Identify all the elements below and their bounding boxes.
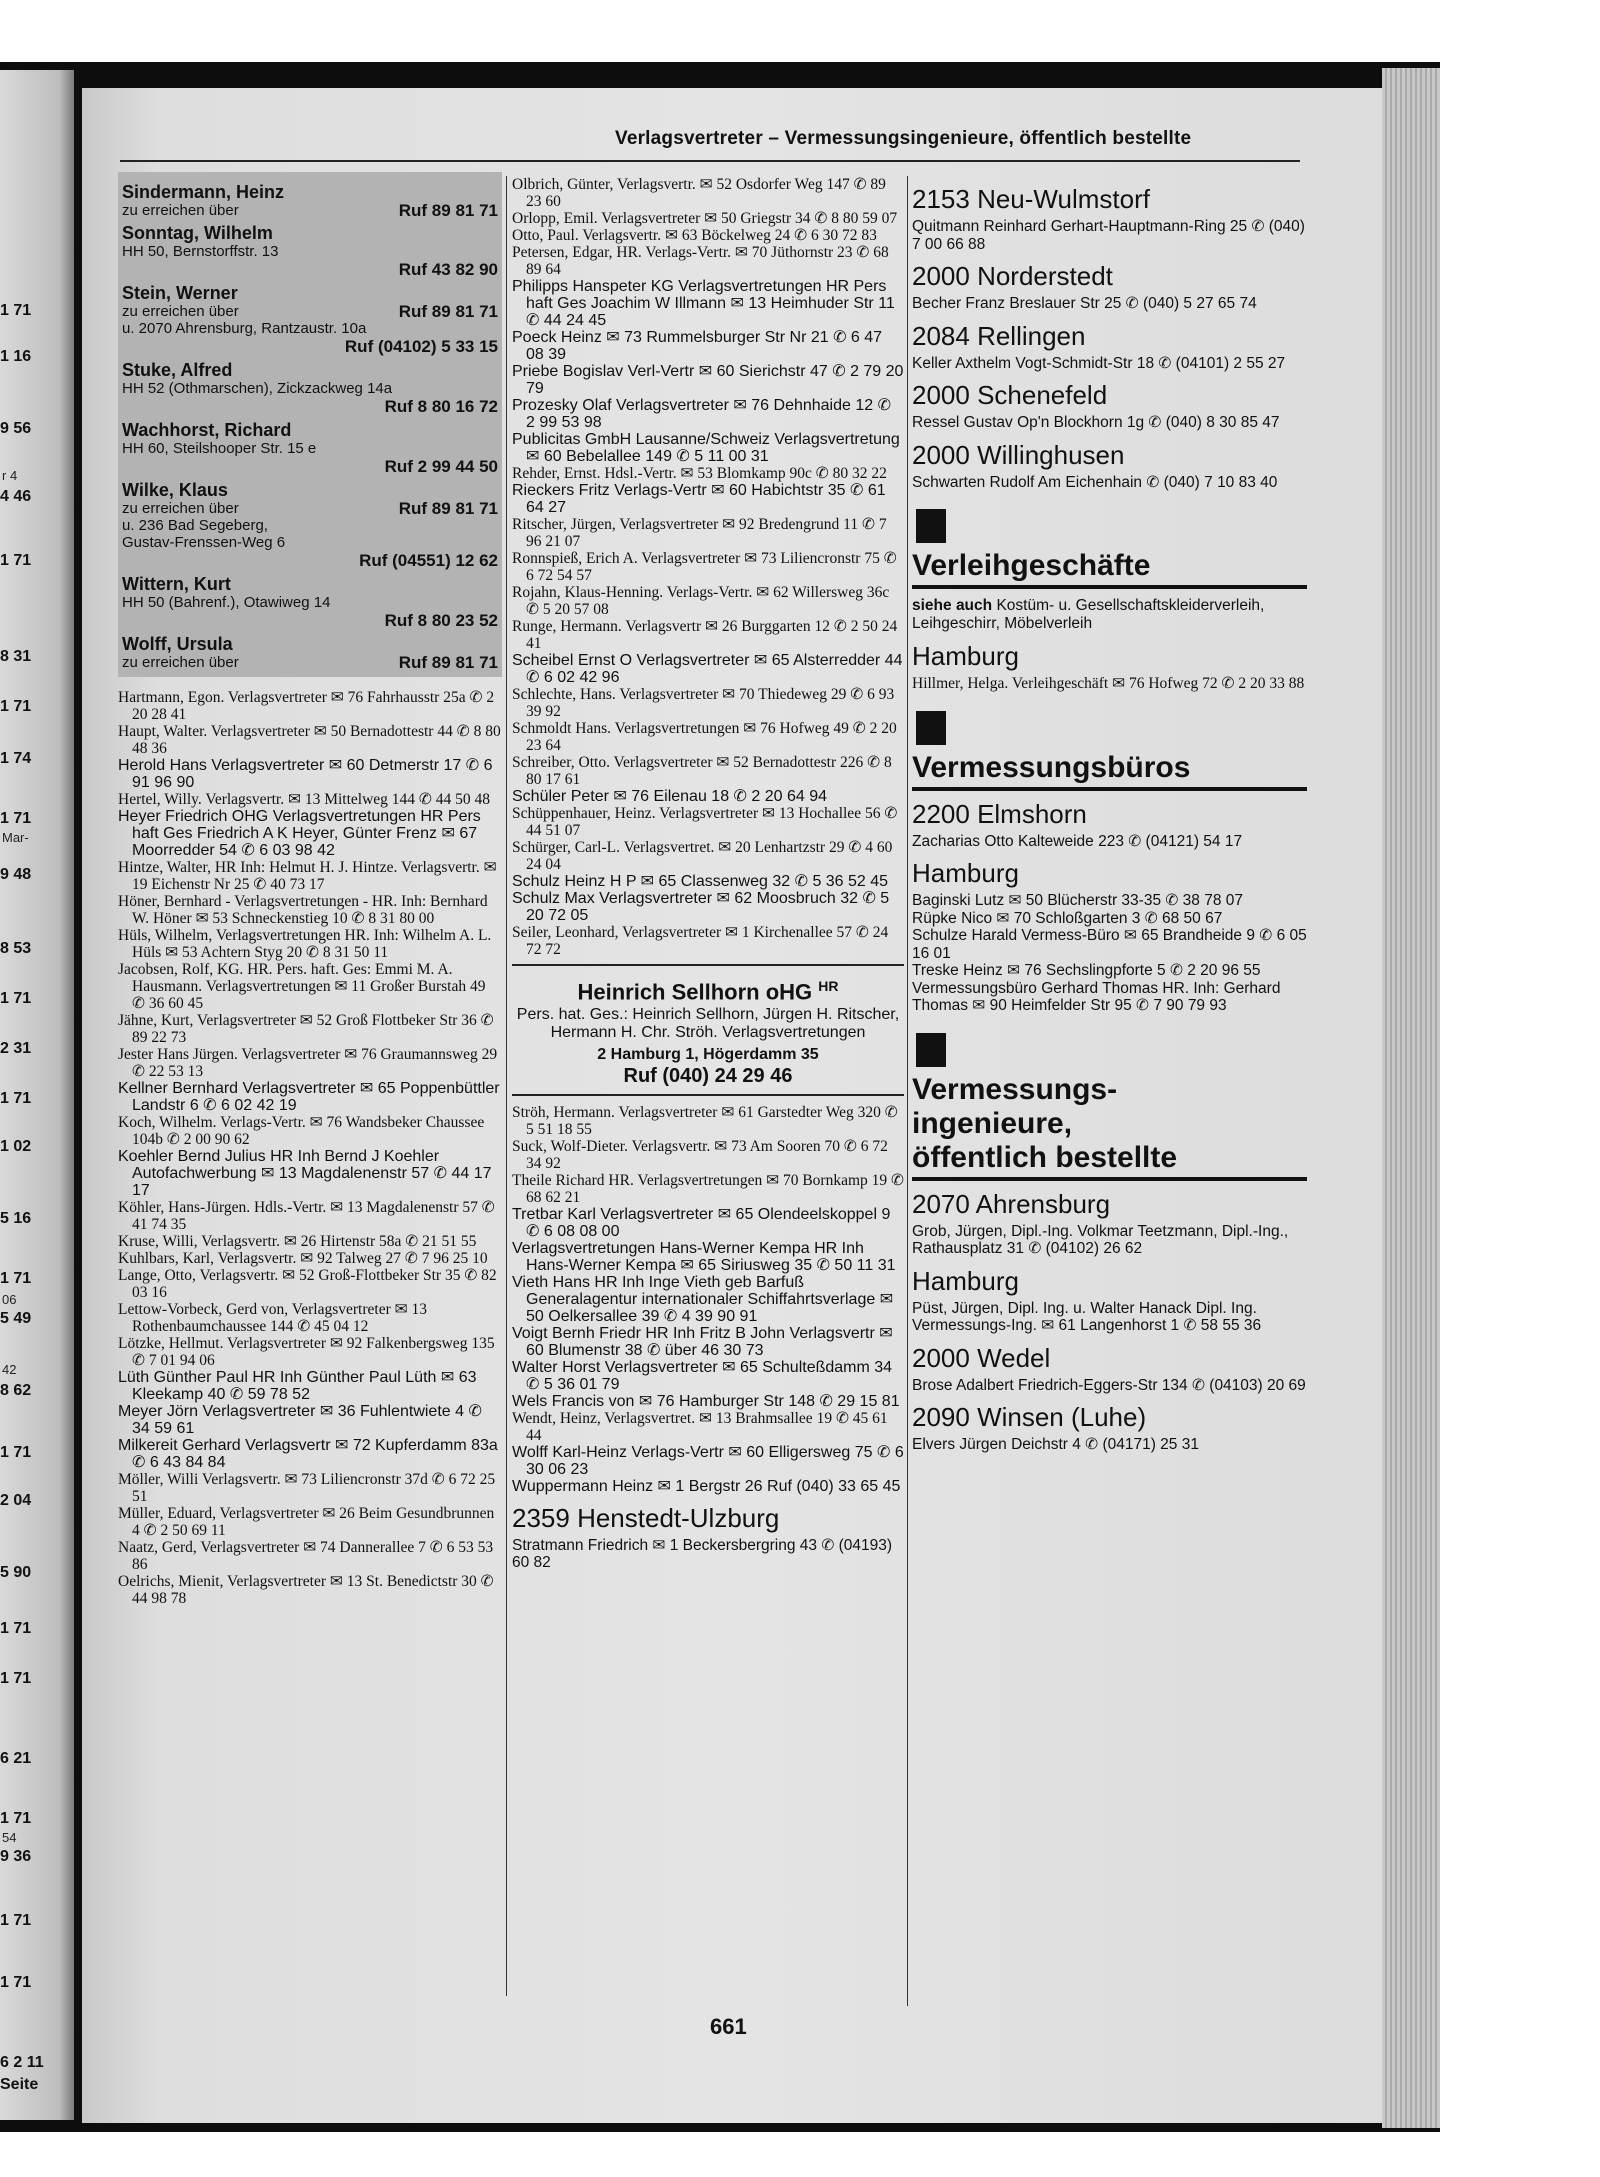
listing-entry: Tretbar Karl Verlagsvertreter ✉ 65 Olendeelskoppel 9 ✆ 6 08 08 00 [512, 1205, 891, 1240]
column-1 [118, 172, 502, 1607]
listing-entry: Müller, Eduard, Verlagsvertreter ✉ 26 Beim Gesundbrunnen 4 ✆ 2 50 69 11 [118, 1505, 495, 1539]
column-2 [512, 176, 904, 1572]
listing-entry: Vermessungsbüro Gerhard Thomas HR. Inh: Gerhard Thomas ✉ 90 Heimfelder Str 95 ✆ 7 90 79 93 [912, 979, 1281, 1014]
city-heading: 2000 Wedel [912, 1342, 1051, 1373]
listing-line [122, 500, 498, 517]
listing-entry: Schlechte, Hans. Verlagsvertreter ✉ 70 Thiedeweg 29 ✆ 6 93 39 92 [512, 686, 895, 720]
listing-entry: Hintze, Walter, HR Inh: Helmut H. J. Hintze. Verlagsvertr. ✉ 19 Eichenstr Nr 25 ✆ 40 73 17 [118, 859, 497, 893]
margin-fragment: 2 31 [0, 1040, 32, 1057]
margin-fragment: 42 [2, 1362, 17, 1377]
listing-name: Wachhorst, Richard [122, 420, 292, 440]
listing-entry: Schmoldt Hans. Verlagsvertretungen ✉ 76 Hofweg 49 ✆ 2 20 23 64 [512, 720, 897, 754]
listing-entries [512, 1104, 904, 1495]
section-heading [912, 1073, 1307, 1181]
listing-entry: Stratmann Friedrich ✉ 1 Beckersbergring 43 ✆ (04193) 60 82 [512, 1536, 893, 1572]
listing-entry: Quitmann Reinhard Gerhart-Hauptmann-Ring 25 ✆ (040) 7 00 66 88 [912, 218, 1305, 253]
listing-text: zu erreichen über [122, 654, 239, 671]
listing-entry: Becher Franz Breslauer Str 25 ✆ (040) 5 27 65 74 [912, 295, 1257, 312]
city-heading: Hamburg [912, 858, 1019, 888]
listing-entry: Rieckers Fritz Verlags-Vertr ✉ 60 Habichtstr 35 ✆ 61 64 27 [512, 482, 886, 516]
listing-entry: Verlagsvertretungen Hans-Werner Kempa HR Inh Hans-Werner Kempa ✉ 65 Siriusweg 35 ✆ 50 11 31 [512, 1239, 896, 1274]
city-blocks [912, 799, 1307, 1015]
margin-fragment: 1 71 [0, 1974, 32, 1991]
advert-title: Heinrich Sellhorn oHG $^{HR}$ [577, 978, 839, 1005]
listing-entry: Poeck Heinz ✉ 73 Rummelsburger Str Nr 21 ✆ 6 47 08 39 [512, 329, 883, 363]
phone-number: Ruf (04551) 12 62 [359, 551, 498, 570]
listing-entry: Rojahn, Klaus-Henning. Verlags-Vertr. ✉ 62 Willersweg 36c ✆ 5 20 57 08 [512, 584, 890, 618]
listing-entry: Schulze Harald Vermess-Büro ✉ 65 Brandheide 9 ✆ 6 05 16 01 [912, 927, 1307, 962]
column-3 [912, 176, 1307, 1454]
listing-entry: Walter Horst Verlagsvertreter ✉ 65 Schulteßdamm 34 ✆ 5 36 01 79 [512, 1358, 893, 1393]
listing-entry: Naatz, Gerd, Verlagsvertreter ✉ 74 Dannerallee 7 ✆ 6 53 53 86 [118, 1539, 494, 1573]
margin-fragment: 8 31 [0, 648, 32, 665]
section-marker [916, 1033, 946, 1067]
listing-entry: Publicitas GmbH Lausanne/Schweiz Verlagsvertretung ✉ 60 Bebelallee 149 ✆ 5 11 00 31 [512, 431, 900, 465]
listing-text: zu erreichen über [122, 303, 239, 320]
listing-entry: Seiler, Leonhard, Verlagsvertreter ✉ 1 Kirchenallee 57 ✆ 24 72 72 [512, 924, 889, 958]
listing-entries [118, 689, 502, 1607]
city-heading: 2200 Elmshorn [912, 798, 1087, 829]
margin-fragment: 1 16 [0, 348, 32, 365]
listing-line [122, 534, 498, 551]
listing-text: Gustav-Frenssen-Weg 6 [122, 534, 286, 551]
listing-entry: Wolff Karl-Heinz Verlags-Vertr ✉ 60 Elligersweg 75 ✆ 6 30 06 23 [512, 1443, 904, 1478]
listing-text: HH 52 (Othmarschen), Zickzackweg 14a [122, 380, 393, 397]
margin-fragment: 1 02 [0, 1138, 32, 1155]
margin-fragment: 5 16 [0, 1210, 32, 1227]
city-heading: 2070 Ahrensburg [912, 1188, 1111, 1219]
listing-entry: Oelrichs, Mienit, Verlagsvertreter ✉ 13 St. Benedictstr 30 ✆ 44 98 78 [118, 1573, 494, 1607]
margin-fragment: 1 71 [0, 1810, 32, 1827]
listing-entry: Köhler, Hans-Jürgen. Hdls.-Vertr. ✉ 13 Magdalenenstr 57 ✆ 41 74 35 [118, 1199, 495, 1233]
listing-entry: Otto, Paul. Verlagsvertr. ✉ 63 Böckelweg 24 ✆ 6 30 72 83 [512, 227, 877, 244]
listing-line [122, 654, 498, 671]
listing-entry: Ströh, Hermann. Verlagsvertreter ✉ 61 Garstedter Weg 320 ✆ 5 51 18 55 [512, 1103, 898, 1138]
margin-fragment: 06 [2, 1292, 17, 1307]
margin-fragment: 9 56 [0, 420, 32, 437]
margin-fragment: 1 71 [0, 552, 32, 569]
listing-entry: Theile Richard HR. Verlagsvertretungen ✉ 70 Bornkamp 19 ✆ 68 62 21 [512, 1171, 905, 1206]
margin-fragment: 1 74 [0, 750, 32, 767]
city-blocks [912, 184, 1307, 491]
listing-line [122, 202, 498, 219]
running-head: Verlagsvertreter – Vermessungsingenieure, öffentlich bestellte [615, 128, 1192, 149]
listing-entry: Lettow-Vorbeck, Gerd von, Verlagsvertreter ✉ 13 Rothenbaumchaussee 144 ✆ 45 04 12 [118, 1301, 427, 1335]
listing-name: Wolff, Ursula [122, 634, 233, 654]
section-marker [916, 711, 946, 745]
listing-entry: Hüls, Wilhelm, Verlagsvertretungen HR. Inh: Wilhelm A. L. Hüls ✉ 53 Achtern Styg 20 ✆ 8 31 50 11 [118, 927, 492, 961]
margin-fragment: 1 71 [0, 1670, 32, 1687]
margin-fragment: 2 04 [0, 1492, 32, 1509]
listing-entry: Olbrich, Günter, Verlagsvertr. ✉ 52 Osdorfer Weg 147 ✆ 89 23 60 [512, 176, 886, 210]
margin-fragment: 8 62 [0, 1382, 32, 1399]
city-heading: Hamburg [912, 1265, 1019, 1296]
listing-line [122, 594, 498, 611]
listing-text: zu erreichen über [122, 500, 239, 517]
margin-fragment: 1 71 [0, 1912, 32, 1929]
listing-entry: Wendt, Heinz, Verlagsvertret. ✉ 13 Brahmsallee 19 ✆ 45 61 44 [512, 1409, 888, 1444]
margin-fragment: Seite [0, 2076, 39, 2093]
listing-entry: Grob, Jürgen, Dipl.-Ing. Volkmar Teetzmann, Dipl.-Ing., Rathausplatz 31 ✆ (04102) 26 62 [912, 1222, 1289, 1257]
listing-entry: Kellner Bernhard Verlagsvertreter ✉ 65 Poppenbüttler Landstr 6 ✆ 6 02 42 19 [118, 1080, 500, 1114]
listing-entry: Schüler Peter ✉ 76 Eilenau 18 ✆ 2 20 64 94 [512, 788, 828, 805]
margin-fragment: 1 71 [0, 1090, 32, 1107]
margin-fragment: 5 90 [0, 1564, 32, 1581]
listing-entry: Suck, Wolf-Dieter. Verlagsvertr. ✉ 73 Am Sooren 70 ✆ 6 72 34 92 [512, 1137, 888, 1172]
city-heading: 2000 Norderstedt [912, 261, 1113, 291]
shaded-listing-box [118, 172, 502, 677]
listing-line [122, 243, 498, 260]
advert-details: Pers. hat. Ges.: Heinrich Sellhorn, Jürgen H. Ritscher, Hermann H. Chr. Ströh. Verlagsvertretungen [516, 1006, 900, 1042]
listing-entry: Priebe Bogislav Verl-Vertr ✉ 60 Sierichstr 47 ✆ 2 79 20 79 [512, 363, 904, 397]
listing-entry: Möller, Willi Verlagsvertr. ✉ 73 Liliencronstr 37d ✆ 6 72 25 51 [118, 1471, 496, 1505]
phone-number: Ruf 89 81 71 [398, 201, 498, 220]
listing-entry: Hertel, Willy. Verlagsvertr. ✉ 13 Mittelweg 144 ✆ 44 50 48 [118, 791, 491, 808]
listing-entries [512, 176, 904, 958]
listing-entry: Ressel Gustav Op'n Blockhorn 1g ✆ (040) 8 30 85 47 [912, 414, 1280, 431]
section-heading-line: ingenieure, [912, 1106, 1073, 1140]
listing-entry: Schürger, Carl-L. Verlagsvertret. ✉ 20 Lenhartzstr 29 ✆ 4 60 24 04 [512, 839, 893, 873]
listing-line [122, 440, 498, 457]
section-heading-line: öffentlich bestellte [912, 1140, 1178, 1174]
previous-page-margin [0, 70, 74, 2120]
listing-entry: Schwarten Rudolf Am Eichenhain ✆ (040) 7 10 83 40 [912, 473, 1278, 491]
phone-number: Ruf 89 81 71 [398, 499, 498, 518]
advert-phone: Ruf (040) 24 29 46 [623, 1065, 793, 1088]
listing-entry: Vieth Hans HR Inh Inge Vieth geb Barfuß Generalagentur internationaler Schiffahrtsverlage ✉ 50 Oelkersallee 39 ✆ 4 39 90 91 [512, 1273, 894, 1325]
listing-name: Stein, Werner [122, 283, 238, 303]
listing-entry: Jähne, Kurt, Verlagsvertreter ✉ 52 Groß Flottbeker Str 36 ✆ 89 22 73 [118, 1012, 494, 1046]
margin-fragment: 6 2 11 [0, 2054, 44, 2071]
city-heading: 2084 Rellingen [912, 320, 1086, 351]
city-heading: 2000 Willinghusen [912, 439, 1125, 470]
listing-entry: Wels Francis von ✉ 76 Hamburger Str 148 ✆ 29 15 81 [512, 1392, 900, 1410]
listing-entry: Orlopp, Emil. Verlagsvertreter ✉ 50 Griegstr 34 ✆ 8 80 59 07 [512, 210, 898, 227]
city-heading: 2359 Henstedt-Ulzburg [512, 1502, 780, 1533]
listing-entry: Lange, Otto, Verlagsvertr. ✉ 52 Groß-Flottbeker Str 35 ✆ 82 03 16 [118, 1267, 497, 1301]
margin-fragment: 9 48 [0, 866, 32, 883]
page-number: 661 [710, 2014, 747, 2039]
margin-fragment: 1 71 [0, 1270, 32, 1287]
listing-entry: Zacharias Otto Kalteweide 223 ✆ (04121) 54 17 [912, 832, 1243, 850]
listing-entry: Philipps Hanspeter KG Verlagsvertretungen HR Pers haft Ges Joachim W Illmann ✉ 13 Heimhuder Str 11 ✆ 44 24 45 [512, 278, 895, 329]
listing-text: zu erreichen über [122, 202, 239, 219]
margin-fragment: 1 71 [0, 990, 32, 1007]
margin-fragment: 1 71 [0, 698, 32, 715]
listing-text: HH 60, Steilshooper Str. 15 e [122, 440, 317, 457]
advert-address: 2 Hamburg 1, Högerdamm 35 [597, 1046, 819, 1064]
listing-entry: Baginski Lutz ✉ 50 Blücherstr 33-35 ✆ 38 78 07 [912, 892, 1243, 909]
listing-entry: Höner, Bernhard - Verlagsvertretungen - HR. Inh: Bernhard W. Höner ✉ 53 Schneckenstieg 10 ✆ 8 31 80 00 [118, 893, 488, 927]
margin-fragment: 6 21 [0, 1750, 32, 1767]
listing-entry: Lötzke, Hellmut. Verlagsvertreter ✉ 92 Falkenbergsweg 135 ✆ 7 01 94 06 [118, 1335, 495, 1369]
listing-entry: Hillmer, Helga. Verleihgeschäft ✉ 76 Hofweg 72 ✆ 2 20 33 88 [912, 675, 1305, 692]
listing-entry: Jester Hans Jürgen. Verlagsvertreter ✉ 76 Graumannsweg 29 ✆ 22 53 13 [118, 1046, 498, 1080]
listing-entry: Treske Heinz ✉ 76 Sechslingpforte 5 ✆ 2 20 96 55 [912, 962, 1261, 979]
advert-box [512, 964, 904, 1096]
listing-entry: Petersen, Edgar, HR. Verlags-Vertr. ✉ 70 Jüthornstr 23 ✆ 68 89 64 [512, 244, 889, 278]
margin-fragment: 1 71 [0, 810, 32, 827]
listing-line [122, 517, 498, 534]
listing-entry: Haupt, Walter. Verlagsvertreter ✉ 50 Bernadottestr 44 ✆ 8 80 48 36 [118, 723, 501, 757]
margin-fragment: Mar- [2, 830, 29, 845]
margin-fragment: 1 71 [0, 1444, 32, 1461]
listing-text: HH 50, Bernstorffstr. 13 [122, 243, 279, 260]
listing-name: Sindermann, Heinz [122, 182, 285, 202]
city-heading: Hamburg [912, 641, 1019, 671]
margin-fragment: 4 46 [0, 488, 32, 505]
listing-text: HH 50 (Bahrenf.), Otawiweg 14 [122, 594, 331, 611]
column-divider [907, 176, 908, 2006]
margin-fragment: 8 53 [0, 940, 32, 957]
margin-fragment: 9 36 [0, 1848, 32, 1865]
listing-entry: Keller Axthelm Vogt-Schmidt-Str 18 ✆ (04101) 2 55 27 [912, 354, 1286, 372]
city-heading: 2153 Neu-Wulmstorf [912, 184, 1150, 214]
listing-entry: Rehder, Ernst. Hdsl.-Vertr. ✉ 53 Blomkamp 90c ✆ 80 32 22 [512, 465, 887, 482]
page-stack-edge [1382, 68, 1440, 2128]
listing-entry: Voigt Bernh Friedr HR Inh Fritz B John Verlagsvertr ✉ 60 Blumenstr 38 ✆ über 46 30 73 [512, 1324, 893, 1359]
listing-line [122, 303, 498, 320]
listing-entry: Prozesky Olaf Verlagsvertreter ✉ 76 Dehnhaide 12 ✆ 2 99 53 98 [512, 397, 891, 431]
phone-number: Ruf 43 82 90 [398, 260, 498, 279]
listing-entry: Schüppenhauer, Heinz. Verlagsvertreter ✉ 13 Hochallee 56 ✆ 44 51 07 [512, 805, 898, 839]
listing-name: Stuke, Alfred [122, 360, 233, 380]
listing-entry: Herold Hans Verlagsvertreter ✉ 60 Detmerstr 17 ✆ 6 91 96 90 [118, 757, 493, 791]
listing-line [122, 380, 498, 397]
listing-entry: Milkereit Gerhard Verlagsvertr ✉ 72 Kupferdamm 83a ✆ 6 43 84 84 [118, 1437, 498, 1471]
listing-entry: Jacobsen, Rolf, KG. HR. Pers. haft. Ges: Emmi M. A. Hausmann. Verlagsvertretungen ✉ 11 Großer Burstah 49 ✆ 36 60 45 [118, 961, 486, 1012]
margin-fragment: 54 [2, 1830, 17, 1845]
section-heading-line: Vermessungs- [912, 1072, 1118, 1106]
listing-name: Wittern, Kurt [122, 574, 231, 594]
listing-entry: Heyer Friedrich OHG Verlagsvertretungen HR Pers haft Ges Friedrich A K Heyer, Günter Frenz ✉ 67 Moorredder 54 ✆ 6 03 98 42 [118, 808, 481, 859]
listing-entry: Brose Adalbert Friedrich-Eggers-Str 134 ✆ (04103) 20 69 [912, 1376, 1306, 1394]
phone-number: Ruf (04102) 5 33 15 [344, 337, 498, 356]
listing-entry: Elvers Jürgen Deichstr 4 ✆ (04171) 25 31 [912, 1436, 1199, 1453]
listing-entry: Lüth Günther Paul HR Inh Günther Paul Lüth ✉ 63 Kleekamp 40 ✆ 59 78 52 [118, 1369, 477, 1403]
listing-entry: Ritscher, Jürgen, Verlagsvertreter ✉ 92 Bredengrund 11 ✆ 7 96 21 07 [512, 516, 887, 550]
phone-number: Ruf 89 81 71 [398, 302, 498, 321]
listing-name: Sonntag, Wilhelm [122, 223, 273, 243]
margin-fragment: 1 71 [0, 1620, 32, 1637]
listing-entry: Runge, Hermann. Verlagsvertr ✉ 26 Burggarten 12 ✆ 2 50 24 41 [512, 618, 898, 652]
listing-entry: Koch, Wilhelm. Verlags-Vertr. ✉ 76 Wandsbeker Chaussee 104b ✆ 2 00 90 62 [118, 1114, 485, 1148]
listing-entry: Püst, Jürgen, Dipl. Ing. u. Walter Hanack Dipl. Ing. Vermessungs-Ing. ✉ 61 Langenhorst 1 ✆ 58 55 36 [912, 1299, 1262, 1334]
listing-name: Wilke, Klaus [122, 480, 228, 500]
listing-entry: Wuppermann Heinz ✉ 1 Bergstr 26 Ruf (040) 33 65 45 [512, 1477, 901, 1495]
city-heading: 2000 Schenefeld [912, 380, 1108, 410]
see-also-note: siehe auch Kostüm- u. Gesellschaftskleiderverleih, Leihgeschirr, Möbelverleih [912, 597, 1265, 632]
listing-entry: Schulz Max Verlagsvertreter ✉ 62 Moosbruch 32 ✆ 5 20 72 05 [512, 890, 890, 924]
listing-entry: Kruse, Willi, Verlagsvertr. ✉ 26 Hirtenstr 58a ✆ 21 51 55 [118, 1233, 477, 1250]
margin-fragment: 5 49 [0, 1310, 32, 1327]
listing-entry: Kuhlbars, Karl, Verlagsvertr. ✉ 92 Talweg 27 ✆ 7 96 25 10 [118, 1250, 488, 1267]
listing-entry: Schulz Heinz H P ✉ 65 Classenweg 32 ✆ 5 36 52 45 [512, 873, 889, 890]
phone-number: Ruf 8 80 16 72 [384, 397, 498, 416]
header-rule [120, 160, 1300, 162]
city-blocks [912, 1189, 1307, 1454]
listing-entry: Schreiber, Otto. Verlagsvertreter ✉ 52 Bernadottestr 226 ✆ 8 80 17 61 [512, 754, 892, 788]
listing-text: u. 2070 Ahrensburg, Rantzaustr. 10a [122, 320, 367, 337]
listing-entry: Rüpke Nico ✉ 70 Schloßgarten 3 ✆ 68 50 67 [912, 909, 1223, 927]
phone-number: Ruf 2 99 44 50 [384, 457, 498, 476]
listing-entry: Hartmann, Egon. Verlagsvertreter ✉ 76 Fahrhausstr 25a ✆ 2 20 28 41 [118, 689, 495, 723]
column-divider [506, 176, 507, 1996]
listing-entry: Meyer Jörn Verlagsvertreter ✉ 36 Fuhlentwiete 4 ✆ 34 59 61 [118, 1403, 482, 1437]
section-heading: Vermessungsbüros [912, 751, 1307, 791]
phone-number: Ruf 89 81 71 [398, 653, 498, 672]
phone-number: Ruf 8 80 23 52 [384, 611, 498, 630]
listing-entry: Ronnspieß, Erich A. Verlagsvertreter ✉ 73 Liliencronstr 75 ✆ 6 72 54 57 [512, 550, 897, 584]
listing-text: u. 236 Bad Segeberg, [122, 517, 268, 534]
listing-entry: Scheibel Ernst O Verlagsvertreter ✉ 65 Alsterredder 44 ✆ 6 02 42 96 [512, 652, 903, 686]
listing-line [122, 320, 498, 337]
city-heading: 2090 Winsen (Luhe) [912, 1402, 1147, 1432]
listing-entry: Koehler Bernd Julius HR Inh Bernd J Koehler Autofachwerbung ✉ 13 Magdalenenstr 57 ✆ 44 17 17 [118, 1148, 492, 1199]
margin-fragment: r 4 [2, 468, 18, 483]
section-marker [916, 509, 946, 543]
section-heading: Verleihgeschäfte [912, 549, 1307, 589]
margin-fragment: 1 71 [0, 302, 32, 319]
